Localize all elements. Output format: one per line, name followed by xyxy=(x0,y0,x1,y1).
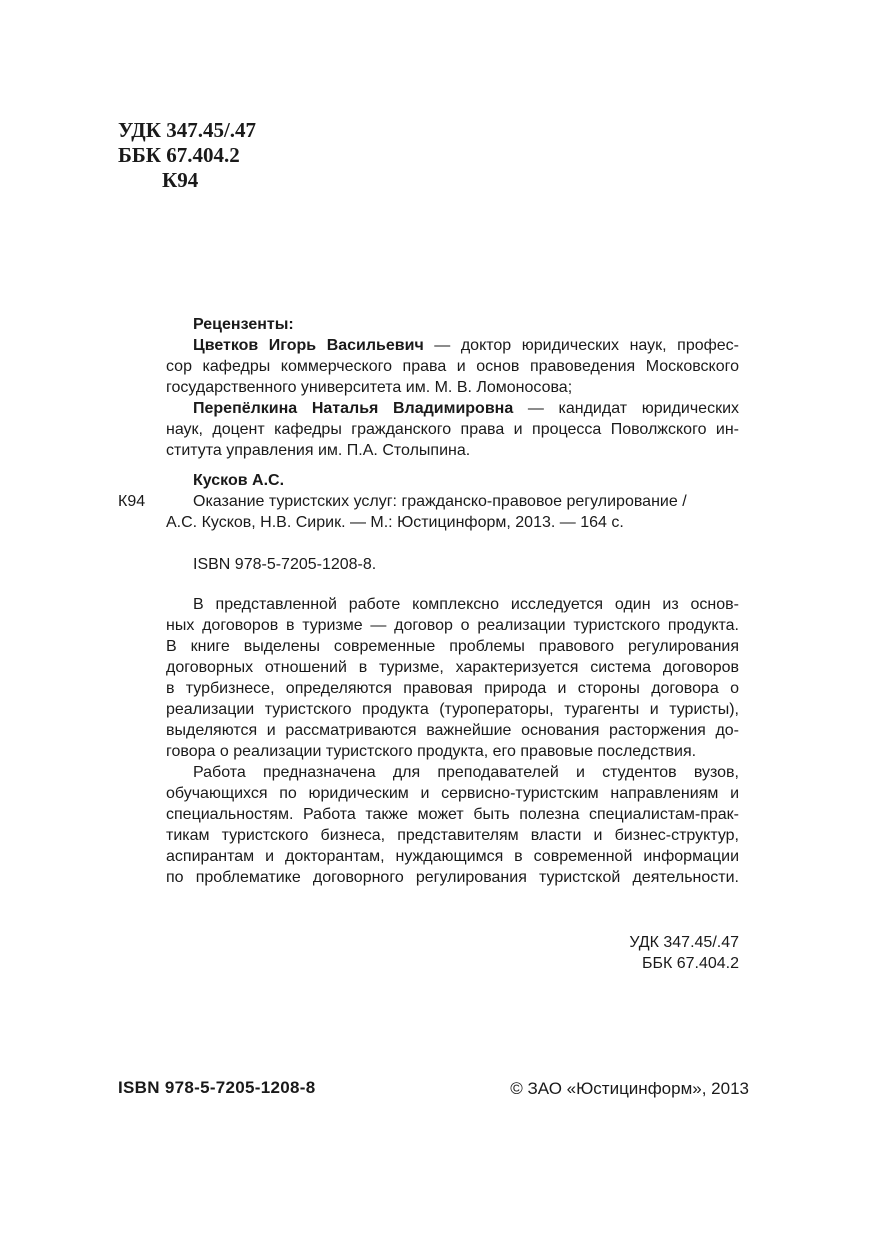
reviewer2-line xyxy=(166,398,739,419)
reviewer2-line: наук, доцент кафедры гражданского права и процесса Поволжского ин- xyxy=(166,421,739,438)
udk-code: УДК 347.45/.47 xyxy=(118,118,257,142)
bib-line: Оказание туристских услуг: гражданско-правовое регулирование / xyxy=(193,493,687,510)
reviewer2-name: Перепёлкина Наталья Владимировна xyxy=(193,400,514,417)
classification-codes xyxy=(118,118,256,193)
reviewer1-name: Цветков Игорь Васильевич xyxy=(193,337,424,354)
bib-isbn: ISBN 978-5-7205-1208-8. xyxy=(193,556,377,573)
abstract-line: говора о реализации туристского продукта, его правовые последствия. xyxy=(166,743,697,760)
abstract xyxy=(166,594,739,888)
reviewers-title: Рецензенты: xyxy=(193,316,294,333)
reviewer2-line: ститута управления им. П.А. Столыпина. xyxy=(166,442,471,459)
footer-copyright: © ЗАО «Юстицинформ», 2013 xyxy=(510,1079,749,1098)
bibliographic-record xyxy=(118,470,744,575)
abstract-line: В книге выделены современные проблемы правового регулирования xyxy=(166,638,739,655)
abstract-line: тикам туристского бизнеса, представителям власти и бизнес-структур, xyxy=(166,827,739,844)
abstract-line: договорных отношений в туризме, характеризуется система договоров xyxy=(166,659,739,676)
reviewer1-line: государственного университета им. М. В. Ломоносова; xyxy=(166,379,573,396)
reviewer1-line: сор кафедры коммерческого права и основ правоведения Московского xyxy=(166,358,739,375)
bib-title-row xyxy=(118,491,744,512)
reviewer1-line xyxy=(166,335,739,356)
bbk-code-right: ББК 67.404.2 xyxy=(641,955,739,972)
abstract-line: в турбизнесе, определяются правовая природа и стороны договора о xyxy=(166,680,739,697)
bib-author: Кусков А.С. xyxy=(193,472,285,489)
abstract-line: реализации туристского продукта (туроператоры, турагенты и туристы), xyxy=(166,701,739,718)
reviewers-block xyxy=(166,314,739,461)
footer-isbn: ISBN 978-5-7205-1208-8 xyxy=(118,1078,316,1097)
abstract-line: Работа предназначена для преподавателей и студентов вузов, xyxy=(193,764,739,781)
reviewer2-text: — кандидат юридических xyxy=(513,400,740,417)
udk-code-right: УДК 347.45/.47 xyxy=(629,934,739,951)
abstract-line: аспирантам и докторантам, нуждающимся в современной информации xyxy=(166,848,739,865)
abstract-line: обучающихся по юридическим и сервисно-туристским направлениям и xyxy=(166,785,739,802)
abstract-line: специальностям. Работа также может быть полезна специалистам-прак- xyxy=(166,806,739,823)
abstract-line: по проблематике договорного регулирования туристской деятельности. xyxy=(166,869,739,886)
bbk-code: ББК 67.404.2 xyxy=(118,143,240,167)
author-sign: К94 xyxy=(162,168,199,192)
abstract-line: выделяются и рассматриваются важнейшие основания расторжения до- xyxy=(166,722,739,739)
reviewer1-text: — доктор юридических наук, профес- xyxy=(423,337,739,354)
abstract-line: ных договоров в туризме — договор о реализации туристского продукта. xyxy=(166,617,739,634)
classification-codes-right xyxy=(629,932,739,974)
abstract-line: В представленной работе комплексно исследуется один из основ- xyxy=(193,596,739,613)
bib-code: К94 xyxy=(118,493,146,510)
bib-line: А.С. Кусков, Н.В. Сирик. — М.: Юстицинформ, 2013. — 164 с. xyxy=(166,514,624,531)
